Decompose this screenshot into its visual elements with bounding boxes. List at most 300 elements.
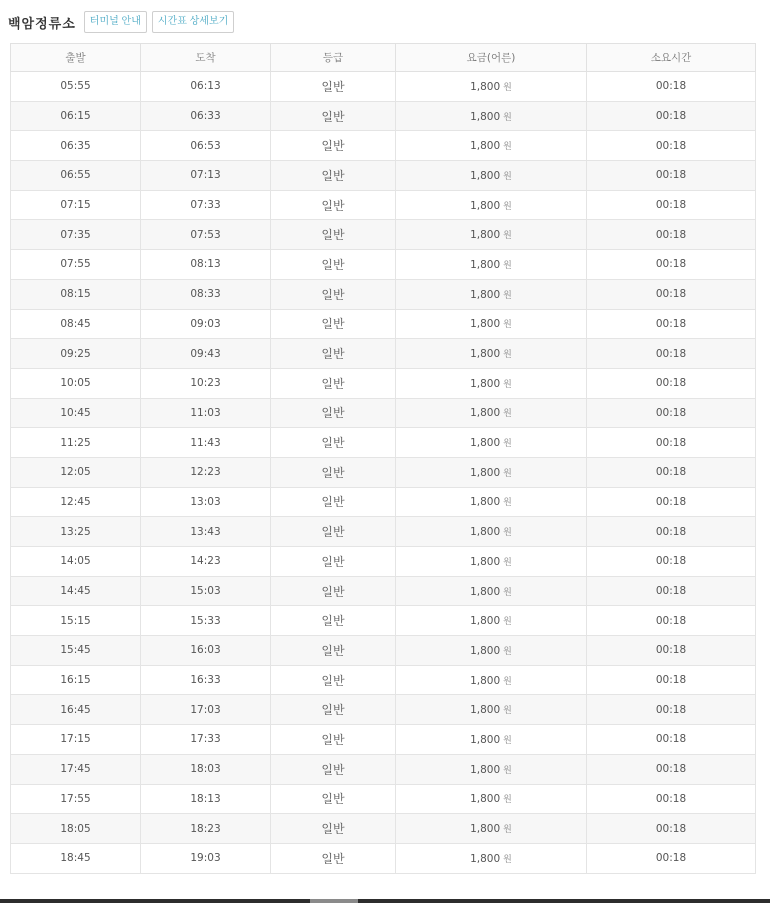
fare-cell: [396, 725, 587, 755]
table-row: [11, 190, 756, 220]
duration-time: 00:18: [655, 644, 687, 657]
fare-unit: 원: [503, 735, 512, 746]
timetable: [10, 43, 756, 874]
arrival-time: 08:33: [190, 288, 221, 301]
arrival-time: 18:13: [190, 792, 221, 805]
duration-cell: [587, 101, 756, 131]
duration-time: 00:18: [655, 139, 687, 152]
table-row: [11, 161, 756, 191]
grade-label: 일반: [321, 109, 345, 124]
grade-cell: [271, 190, 396, 220]
duration-cell: [587, 309, 756, 339]
departure-cell: [11, 368, 141, 398]
departure-time: 11:25: [60, 436, 91, 449]
fare-amount: 1,800: [470, 229, 501, 242]
duration-cell: [587, 606, 756, 636]
duration-cell: [587, 72, 756, 102]
grade-cell: [271, 636, 396, 666]
arrival-cell: [141, 695, 271, 725]
fare-cell: [396, 309, 587, 339]
fare-unit: 원: [503, 498, 512, 509]
arrival-time: 06:13: [190, 80, 221, 93]
arrival-time: 18:23: [190, 822, 221, 835]
fare-amount: 1,800: [470, 258, 501, 271]
table-row: [11, 695, 756, 725]
duration-time: 00:18: [655, 614, 687, 627]
departure-cell: [11, 457, 141, 487]
grade-cell: [271, 428, 396, 458]
grade-label: 일반: [321, 287, 345, 302]
fare-unit: 원: [503, 676, 512, 687]
table-row: [11, 547, 756, 577]
fare-cell: [396, 606, 587, 636]
fare-cell: [396, 457, 587, 487]
departure-cell: [11, 487, 141, 517]
fare-unit: 원: [503, 825, 512, 836]
table-row: [11, 457, 756, 487]
fare-amount: 1,800: [470, 169, 501, 182]
fare-cell: [396, 695, 587, 725]
fare-amount: 1,800: [470, 644, 501, 657]
fare-cell: [396, 517, 587, 547]
fare-cell: [396, 279, 587, 309]
col-duration: 소요시간: [587, 44, 756, 72]
arrival-cell: [141, 279, 271, 309]
arrival-time: 09:03: [190, 317, 221, 330]
duration-cell: [587, 665, 756, 695]
departure-cell: [11, 695, 141, 725]
fare-cell: [396, 636, 587, 666]
arrival-time: 06:53: [190, 139, 221, 152]
arrival-cell: [141, 457, 271, 487]
departure-cell: [11, 517, 141, 547]
table-row: [11, 665, 756, 695]
duration-time: 00:18: [655, 792, 687, 805]
arrival-time: 18:03: [190, 763, 221, 776]
duration-time: 00:18: [655, 199, 687, 212]
duration-cell: [587, 636, 756, 666]
departure-time: 17:45: [60, 763, 91, 776]
page-title: 백암정류소: [8, 16, 76, 32]
departure-time: 07:35: [60, 228, 91, 241]
fare-amount: 1,800: [470, 199, 501, 212]
fare-cell: [396, 398, 587, 428]
table-row: [11, 398, 756, 428]
fare-unit: 원: [503, 528, 512, 539]
fare-unit: 원: [503, 439, 512, 450]
arrival-cell: [141, 161, 271, 191]
grade-label: 일반: [321, 643, 345, 658]
grade-cell: [271, 309, 396, 339]
arrival-time: 09:43: [190, 347, 221, 360]
timetable-body: [11, 72, 756, 874]
fare-unit: 원: [503, 350, 512, 361]
departure-time: 08:45: [60, 317, 91, 330]
duration-time: 00:18: [655, 585, 687, 598]
duration-cell: [587, 220, 756, 250]
duration-cell: [587, 190, 756, 220]
grade-label: 일반: [321, 495, 345, 510]
arrival-cell: [141, 843, 271, 873]
fare-unit: 원: [503, 557, 512, 568]
fare-cell: [396, 843, 587, 873]
table-row: [11, 517, 756, 547]
fare-amount: 1,800: [470, 526, 501, 539]
duration-cell: [587, 428, 756, 458]
fare-cell: [396, 754, 587, 784]
arrival-time: 10:23: [190, 377, 221, 390]
arrival-cell: [141, 101, 271, 131]
grade-label: 일반: [321, 703, 345, 718]
grade-label: 일반: [321, 436, 345, 451]
grade-label: 일반: [321, 673, 345, 688]
fare-cell: [396, 487, 587, 517]
grade-label: 일반: [321, 732, 345, 747]
duration-time: 00:18: [655, 436, 687, 449]
fare-cell: [396, 250, 587, 280]
fare-cell: [396, 161, 587, 191]
fare-amount: 1,800: [470, 793, 501, 806]
grade-label: 일반: [321, 79, 345, 94]
fare-cell: [396, 368, 587, 398]
departure-cell: [11, 754, 141, 784]
departure-cell: [11, 665, 141, 695]
fare-cell: [396, 428, 587, 458]
departure-cell: [11, 220, 141, 250]
duration-time: 00:18: [655, 110, 687, 123]
duration-cell: [587, 161, 756, 191]
fare-amount: 1,800: [470, 466, 501, 479]
fare-unit: 원: [503, 231, 512, 242]
fare-unit: 원: [503, 646, 512, 657]
table-row: [11, 784, 756, 814]
arrival-time: 14:23: [190, 555, 221, 568]
fare-cell: [396, 220, 587, 250]
duration-cell: [587, 843, 756, 873]
grade-cell: [271, 220, 396, 250]
grade-label: 일반: [321, 584, 345, 599]
fare-amount: 1,800: [470, 674, 501, 687]
arrival-time: 06:33: [190, 110, 221, 123]
grade-label: 일반: [321, 317, 345, 332]
table-row: [11, 339, 756, 369]
grade-label: 일반: [321, 347, 345, 362]
grade-cell: [271, 457, 396, 487]
grade-cell: [271, 72, 396, 102]
departure-time: 18:45: [60, 852, 91, 865]
fare-cell: [396, 190, 587, 220]
duration-time: 00:18: [655, 822, 687, 835]
table-row: [11, 368, 756, 398]
col-departure: 출발: [11, 44, 141, 72]
grade-label: 일반: [321, 198, 345, 213]
fare-amount: 1,800: [470, 437, 501, 450]
table-row: [11, 843, 756, 873]
arrival-time: 15:03: [190, 585, 221, 598]
arrival-cell: [141, 576, 271, 606]
duration-cell: [587, 547, 756, 577]
departure-cell: [11, 547, 141, 577]
grade-cell: [271, 754, 396, 784]
col-grade: 등급: [271, 44, 396, 72]
fare-cell: [396, 101, 587, 131]
duration-time: 00:18: [655, 703, 687, 716]
grade-cell: [271, 279, 396, 309]
fare-unit: 원: [503, 320, 512, 331]
departure-time: 06:35: [60, 139, 91, 152]
departure-time: 05:55: [60, 80, 91, 93]
arrival-cell: [141, 398, 271, 428]
duration-cell: [587, 368, 756, 398]
grade-cell: [271, 695, 396, 725]
departure-time: 13:25: [60, 525, 91, 538]
departure-time: 16:15: [60, 674, 91, 687]
duration-time: 00:18: [655, 258, 687, 271]
fare-unit: 원: [503, 171, 512, 182]
duration-cell: [587, 398, 756, 428]
fare-unit: 원: [503, 409, 512, 420]
departure-time: 06:15: [60, 110, 91, 123]
duration-time: 00:18: [655, 317, 687, 330]
duration-cell: [587, 131, 756, 161]
departure-cell: [11, 843, 141, 873]
grade-cell: [271, 843, 396, 873]
fare-cell: [396, 547, 587, 577]
grade-cell: [271, 725, 396, 755]
grade-cell: [271, 250, 396, 280]
departure-time: 12:05: [60, 466, 91, 479]
horizontal-scrollbar[interactable]: [0, 899, 770, 903]
grade-label: 일반: [321, 554, 345, 569]
arrival-cell: [141, 814, 271, 844]
departure-time: 16:45: [60, 703, 91, 716]
table-row: [11, 636, 756, 666]
grade-cell: [271, 517, 396, 547]
fare-unit: 원: [503, 112, 512, 123]
duration-cell: [587, 576, 756, 606]
table-row: [11, 131, 756, 161]
grade-label: 일반: [321, 376, 345, 391]
arrival-cell: [141, 72, 271, 102]
fare-amount: 1,800: [470, 733, 501, 746]
table-row: [11, 814, 756, 844]
fare-cell: [396, 814, 587, 844]
departure-time: 15:45: [60, 644, 91, 657]
fare-cell: [396, 339, 587, 369]
grade-label: 일반: [321, 406, 345, 421]
table-row: [11, 250, 756, 280]
fare-amount: 1,800: [470, 110, 501, 123]
departure-time: 07:55: [60, 258, 91, 271]
fare-amount: 1,800: [470, 852, 501, 865]
arrival-cell: [141, 131, 271, 161]
timetable-detail-button[interactable]: 시간표 상세보기: [152, 11, 234, 33]
departure-time: 10:05: [60, 377, 91, 390]
duration-time: 00:18: [655, 495, 687, 508]
departure-cell: [11, 309, 141, 339]
table-row: [11, 576, 756, 606]
departure-time: 14:05: [60, 555, 91, 568]
arrival-time: 13:03: [190, 495, 221, 508]
departure-time: 07:15: [60, 199, 91, 212]
fare-unit: 원: [503, 617, 512, 628]
departure-cell: [11, 250, 141, 280]
arrival-cell: [141, 636, 271, 666]
departure-time: 08:15: [60, 288, 91, 301]
duration-cell: [587, 814, 756, 844]
grade-label: 일반: [321, 822, 345, 837]
grade-cell: [271, 547, 396, 577]
fare-amount: 1,800: [470, 348, 501, 361]
arrival-time: 11:43: [190, 436, 221, 449]
fare-cell: [396, 576, 587, 606]
arrival-cell: [141, 339, 271, 369]
duration-time: 00:18: [655, 763, 687, 776]
duration-time: 00:18: [655, 733, 687, 746]
table-row: [11, 754, 756, 784]
fare-unit: 원: [503, 201, 512, 212]
arrival-cell: [141, 517, 271, 547]
departure-time: 10:45: [60, 406, 91, 419]
duration-time: 00:18: [655, 852, 687, 865]
arrival-cell: [141, 487, 271, 517]
grade-label: 일반: [321, 614, 345, 629]
arrival-time: 16:33: [190, 674, 221, 687]
departure-cell: [11, 576, 141, 606]
grade-cell: [271, 131, 396, 161]
table-row: [11, 725, 756, 755]
duration-cell: [587, 725, 756, 755]
fare-amount: 1,800: [470, 288, 501, 301]
duration-cell: [587, 784, 756, 814]
grade-label: 일반: [321, 762, 345, 777]
departure-cell: [11, 190, 141, 220]
fare-amount: 1,800: [470, 615, 501, 628]
departure-cell: [11, 428, 141, 458]
duration-cell: [587, 517, 756, 547]
grade-label: 일반: [321, 465, 345, 480]
arrival-time: 19:03: [190, 852, 221, 865]
duration-time: 00:18: [655, 80, 687, 93]
fare-unit: 원: [503, 260, 512, 271]
col-arrival: 도착: [141, 44, 271, 72]
fare-amount: 1,800: [470, 555, 501, 568]
fare-amount: 1,800: [470, 377, 501, 390]
arrival-cell: [141, 606, 271, 636]
departure-cell: [11, 814, 141, 844]
arrival-time: 07:53: [190, 228, 221, 241]
grade-cell: [271, 576, 396, 606]
fare-amount: 1,800: [470, 585, 501, 598]
departure-cell: [11, 636, 141, 666]
arrival-time: 07:13: [190, 169, 221, 182]
arrival-time: 15:33: [190, 614, 221, 627]
table-row: [11, 428, 756, 458]
departure-time: 06:55: [60, 169, 91, 182]
header: [8, 10, 239, 34]
departure-cell: [11, 161, 141, 191]
duration-time: 00:18: [655, 377, 687, 390]
col-fare: 요금(어른): [396, 44, 587, 72]
duration-time: 00:18: [655, 288, 687, 301]
grade-label: 일반: [321, 525, 345, 540]
duration-time: 00:18: [655, 674, 687, 687]
departure-cell: [11, 606, 141, 636]
arrival-cell: [141, 220, 271, 250]
fare-cell: [396, 131, 587, 161]
grade-label: 일반: [321, 792, 345, 807]
departure-cell: [11, 101, 141, 131]
duration-cell: [587, 279, 756, 309]
departure-cell: [11, 72, 141, 102]
fare-unit: 원: [503, 706, 512, 717]
terminal-info-button[interactable]: 터미널 안내: [84, 11, 147, 33]
departure-time: 14:45: [60, 585, 91, 598]
fare-unit: 원: [503, 142, 512, 153]
arrival-time: 17:33: [190, 733, 221, 746]
arrival-cell: [141, 784, 271, 814]
departure-cell: [11, 339, 141, 369]
scrollbar-thumb[interactable]: [310, 899, 358, 903]
duration-cell: [587, 695, 756, 725]
arrival-cell: [141, 754, 271, 784]
grade-cell: [271, 606, 396, 636]
duration-cell: [587, 250, 756, 280]
duration-cell: [587, 487, 756, 517]
duration-cell: [587, 457, 756, 487]
table-row: [11, 487, 756, 517]
grade-cell: [271, 398, 396, 428]
fare-cell: [396, 665, 587, 695]
departure-time: 18:05: [60, 822, 91, 835]
grade-label: 일반: [321, 851, 345, 866]
departure-time: 17:15: [60, 733, 91, 746]
fare-amount: 1,800: [470, 318, 501, 331]
arrival-time: 16:03: [190, 644, 221, 657]
grade-cell: [271, 487, 396, 517]
fare-unit: 원: [503, 82, 512, 93]
departure-time: 17:55: [60, 792, 91, 805]
duration-cell: [587, 754, 756, 784]
arrival-cell: [141, 725, 271, 755]
fare-unit: 원: [503, 468, 512, 479]
grade-cell: [271, 784, 396, 814]
fare-amount: 1,800: [470, 407, 501, 420]
arrival-cell: [141, 190, 271, 220]
fare-unit: 원: [503, 854, 512, 865]
table-row: [11, 72, 756, 102]
duration-time: 00:18: [655, 466, 687, 479]
arrival-time: 11:03: [190, 406, 221, 419]
duration-time: 00:18: [655, 169, 687, 182]
grade-cell: [271, 339, 396, 369]
duration-time: 00:18: [655, 228, 687, 241]
fare-cell: [396, 784, 587, 814]
arrival-cell: [141, 368, 271, 398]
fare-amount: 1,800: [470, 496, 501, 509]
grade-cell: [271, 665, 396, 695]
arrival-time: 13:43: [190, 525, 221, 538]
fare-amount: 1,800: [470, 140, 501, 153]
departure-cell: [11, 398, 141, 428]
duration-time: 00:18: [655, 406, 687, 419]
arrival-time: 17:03: [190, 703, 221, 716]
table-row: [11, 309, 756, 339]
table-row: [11, 220, 756, 250]
duration-time: 00:18: [655, 525, 687, 538]
fare-unit: 원: [503, 379, 512, 390]
table-header-row: [11, 44, 756, 72]
